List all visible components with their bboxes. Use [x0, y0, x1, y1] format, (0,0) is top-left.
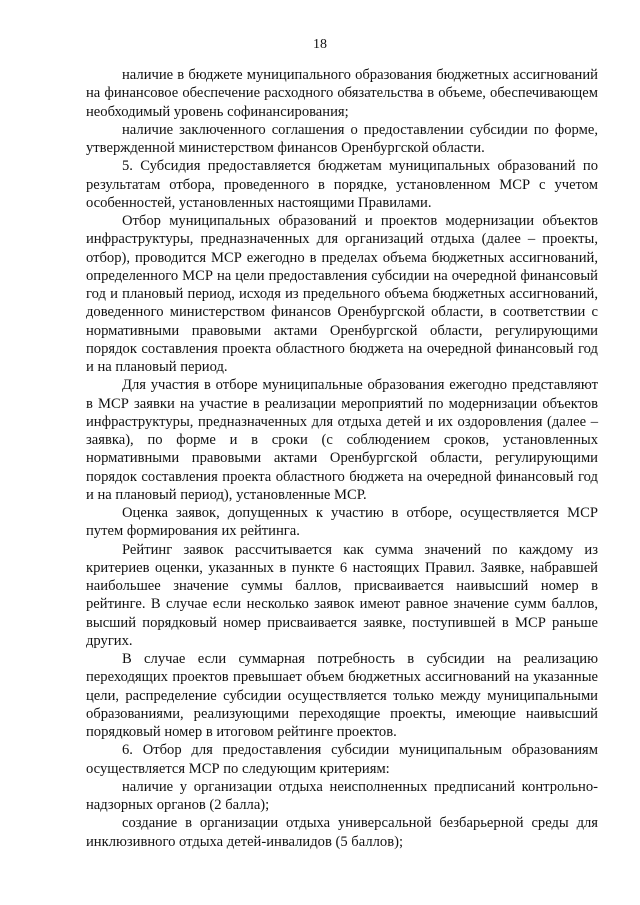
paragraph-rating-calculation: Рейтинг заявок рассчитывается как сумма значений по каждому из критериев оценки, указанных в пункте 6 настоящих Правил. Заявке, набравшей наибольшее значение суммы баллов, присваивается наивысший номер в рейтинге. В случае если несколько заявок имеют равное значение сумм баллов, высший порядковый номер присваивается заявке, поступившей в МСР раньше других. [86, 541, 598, 649]
paragraph-selection-procedure: Отбор муниципальных образований и проектов модернизации объектов инфраструктуры, предназначенных для организаций отдыха (далее – проекты, отбор), проводится МСР ежегодно в пределах объема бюджетных ассигнований, определенного МСР на цели предоставления субсидии на очередной финансовый год и плановый период, исходя из предельного объема бюджетных ассигнований, доведенного министерством финансов Оренбургской области, в соответствии с нормативными правовыми актами Оренбургской области, регулирующими порядок составления проекта областного бюджета на очередной финансовый год и на плановый период. [86, 213, 598, 375]
paragraph-budget-allocation: наличие в бюджете муниципального образования бюджетных ассигнований на финансовое обеспечение расходного обязательства в объеме, обеспечивающем необходимый уровень софинансирования; [86, 67, 598, 120]
paragraph-subsidy-agreement: наличие заключенного соглашения о предоставлении субсидии по форме, утвержденной министерством финансов Оренбургской области. [86, 121, 598, 156]
paragraph-carryover-projects: В случае если суммарная потребность в субсидии на реализацию переходящих проектов превышает объем бюджетных ассигнований на указанные цели, распределение субсидии осуществляется только между муниципальными образованиями, реализующими переходящие проекты, имеющие наивысший порядковый номер в итоговом рейтинге проектов. [86, 651, 598, 740]
page-number: 18 [313, 37, 327, 52]
paragraph-clause-5: 5. Субсидия предоставляется бюджетам муниципальных образований по результатам отбора, проведенного в порядке, установленном МСР с учетом особенностей, установленных настоящими Правилами. [86, 158, 598, 211]
paragraph-criterion-inspections: наличие у организации отдыха неисполненных предписаний контрольно-надзорных органов (2 балла); [86, 778, 598, 813]
paragraph-criterion-barrier-free: создание в организации отдыха универсальной безбарьерной среды для инклюзивного отдыха детей-инвалидов (5 баллов); [86, 815, 598, 850]
paragraph-clause-6: 6. Отбор для предоставления субсидии муниципальным образованиям осуществляется МСР по следующим критериям: [86, 742, 598, 777]
paragraph-application-submission: Для участия в отборе муниципальные образования ежегодно представляют в МСР заявки на участие в реализации мероприятий по модернизации объектов инфраструктуры, предназначенных для отдыха детей и их оздоровления (далее – заявка), по форме и в сроки (с соблюдением сроков, установленных нормативными правовыми актами Оренбургской области, регулирующими порядок составления проекта областного бюджета на очередной финансовый год и на плановый период), установленные МСР. [86, 377, 598, 503]
document-body [86, 66, 598, 851]
paragraph-application-evaluation: Оценка заявок, допущенных к участию в отборе, осуществляется МСР путем формирования их рейтинга. [86, 505, 598, 540]
